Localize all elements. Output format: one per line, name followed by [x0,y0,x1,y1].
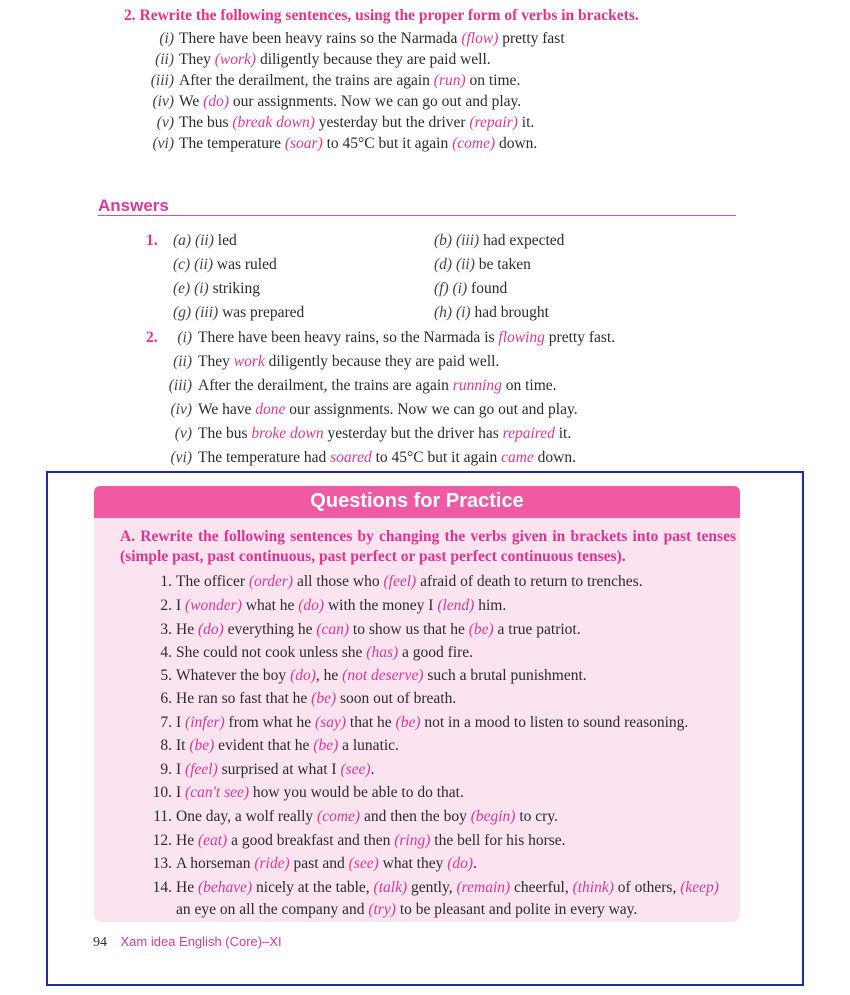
item-numeral: (iii) [150,72,174,89]
answer-2-item [166,376,557,396]
answer-2-item [166,448,576,468]
sentence-text: The officer [176,573,249,590]
sentence-text: what he [241,597,299,614]
sentence-text: diligently because they are paid well. [264,353,500,370]
answer-1-item [173,255,277,275]
practice-section-a-instruction: A. Rewrite the following sentences by changing the verbs given in brackets into past tenses (simple past, past continuous, past perfect or past perfect continuous tenses). [120,528,736,565]
answer-1-item [173,231,237,251]
verb-blank: (feel) [185,761,218,778]
verb-blank: (think) [572,879,614,896]
verb-blank: (wonder) [185,597,242,614]
answer-text: be taken [474,256,531,273]
verb-blank: (try) [368,901,396,918]
item-numeral: (i) [177,329,192,346]
verb-blank: (not deserve) [342,667,424,684]
answer-text: was ruled [213,256,277,273]
sentence-text: our assignments. Now we can go out and play. [285,401,578,418]
verb-blank: (break down) [232,114,315,131]
sentence-text: It [176,737,190,754]
verb-blank: (be) [468,621,494,638]
page-footer [93,934,282,951]
practice-item [146,643,746,663]
question-2-title: 2. Rewrite the following sentences, using the proper form of verbs in brackets. [124,7,639,24]
sentence-text: from what he [224,714,316,731]
verb-blank: (see) [348,855,379,872]
verb-blank: (do) [203,93,229,110]
answer-1-item [173,303,304,323]
sentence-text: We [179,93,204,110]
answer-letter: (f) [434,280,449,297]
item-number: 3. [160,621,172,638]
answer-1-item [434,231,564,251]
practice-item [146,713,746,733]
sentence-text: that he [346,714,396,731]
answer-letter: (h) [434,304,453,321]
item-numeral: (ii) [173,353,192,370]
verb-blank: (come) [317,808,361,825]
sentence-text: . [473,855,477,872]
item-numeral: (iv) [170,401,192,418]
verb-blank: (lend) [437,597,475,614]
sentence-text: diligently because they are paid well. [256,51,491,68]
answer-2-label: 2. [146,329,158,346]
answer-1-item [173,279,260,299]
sentence-text: The bus [198,425,252,442]
sentence-text: He [176,879,198,896]
sentence-text: him. [474,597,507,614]
item-number: 10. [152,784,172,801]
sentence-text: He ran so fast that he [176,690,312,707]
verb-blank: repaired [502,425,555,442]
page-number: 94 [93,935,107,950]
sentence-text: There have been heavy rains so the Narmada [179,30,462,47]
question-2-item [146,50,491,70]
verb-blank: (do) [447,855,474,872]
item-numeral: (i) [159,30,174,47]
answer-numeral: (i) [452,280,468,297]
sentence-text: the bell for his horse. [430,832,566,849]
verb-blank: soared [330,449,372,466]
sentence-text: to be pleasant and polite in every way. [395,901,638,918]
answer-numeral: (ii) [194,256,214,273]
item-number: 5. [160,667,172,684]
answers-heading: Answers [98,196,169,215]
verb-blank: done [255,401,286,418]
item-number: 8. [160,737,172,754]
verb-blank: (do) [290,667,316,684]
sentence-text: down. [495,135,538,152]
sentence-text: with the money I [324,597,438,614]
answer-numeral: (iii) [455,232,480,249]
sentence-text: afraid of death to return to trenches. [416,573,643,590]
question-2-item [146,71,520,91]
verb-blank: (ride) [254,855,290,872]
question-2-item [146,29,565,49]
item-number: 2. [160,597,172,614]
verb-blank: (do) [197,621,224,638]
item-number: 4. [160,644,172,661]
practice-item [146,760,746,780]
sentence-text: not in a mood to listen to sound reasoning. [420,714,689,731]
item-numeral: (ii) [155,51,174,68]
answer-numeral: (i) [194,280,209,297]
verb-blank: (remain) [456,879,511,896]
sentence-text: yesterday but the driver [314,114,470,131]
practice-item [146,620,746,640]
item-number: 12. [152,832,172,849]
item-numeral: (vi) [170,449,192,466]
answer-letter: (e) [173,280,191,297]
sentence-text: pretty fast. [544,329,616,346]
sentence-text: The temperature had [198,449,331,466]
sentence-text: cheerful, [510,879,573,896]
answer-1-label: 1. [146,232,158,249]
sentence-text: soon out of breath. [336,690,457,707]
item-numeral: (vi) [152,135,174,152]
verb-blank: (be) [313,737,339,754]
sentence-text: nicely at the table, [252,879,374,896]
sentence-text: to cry. [515,808,558,825]
verb-blank: (see) [340,761,371,778]
answer-letter: (a) [173,232,192,249]
sentence-text: A horseman [176,855,255,872]
book-title: Xam idea English (Core)–XI [120,934,282,949]
practice-item [146,900,746,920]
answer-1-item [434,255,531,275]
verb-blank: flowing [498,329,545,346]
sentence-text: such a brutal punishment. [423,667,587,684]
verb-blank: (infer) [185,714,225,731]
sentence-text: it. [554,425,572,442]
answer-text: had expected [479,232,565,249]
answer-numeral: (iii) [194,304,219,321]
sentence-text: I [176,761,186,778]
verb-blank: (ring) [394,832,431,849]
sentence-text: There have been heavy rains, so the Narmada is [198,329,499,346]
verb-blank: (run) [433,72,466,89]
answer-text: was prepared [218,304,305,321]
item-number: 9. [160,761,172,778]
verb-blank: (talk) [373,879,408,896]
sentence-text: Whatever the boy [176,667,291,684]
question-2-item [146,134,537,154]
sentence-text: a good fire. [398,644,474,661]
practice-title: Questions for Practice [310,490,524,512]
item-numeral: (iii) [168,377,192,394]
sentence-text: to 45°C but it again [371,449,502,466]
sentence-text: pretty fast [498,30,565,47]
sentence-text: One day, a wolf really [176,808,318,825]
sentence-text: The bus [179,114,233,131]
sentence-text: our assignments. Now we can go out and play. [228,93,522,110]
practice-item [146,878,746,898]
sentence-text: how you would be able to do that. [249,784,464,801]
verb-blank: running [452,377,502,394]
verb-blank: (begin) [470,808,516,825]
sentence-text: I [176,597,186,614]
sentence-text: After the derailment, the trains are again [179,72,434,89]
sentence-text: on time. [465,72,521,89]
answer-numeral: (ii) [194,232,214,249]
practice-item [146,596,746,616]
answer-numeral: (ii) [455,256,475,273]
sentence-text: past and [289,855,349,872]
item-numeral: (v) [156,114,174,131]
practice-item [146,831,746,851]
verb-blank: (repair) [469,114,518,131]
item-number: 11. [153,808,172,825]
answer-letter: (d) [434,256,453,273]
sentence-text: evident that he [214,737,314,754]
sentence-text: all those who [293,573,384,590]
sentence-text: it. [517,114,535,131]
practice-item [146,666,746,686]
item-numeral: (iv) [152,93,174,110]
sentence-text: I [176,714,186,731]
verb-blank: (can't see) [185,784,250,801]
verb-blank: (can) [316,621,350,638]
sentence-text: He [176,621,198,638]
verb-blank: (do) [298,597,325,614]
answer-2-item [166,424,571,444]
sentence-text: She could not cook unless she [176,644,367,661]
verb-blank: (eat) [197,832,228,849]
answers-divider [98,215,736,216]
answer-text: had brought [470,304,549,321]
answer-2-item [166,328,615,348]
practice-item [146,689,746,709]
question-2-item [146,113,534,133]
verb-blank: (come) [452,135,496,152]
item-number: 6. [160,690,172,707]
answer-letter: (c) [173,256,191,273]
practice-item [146,736,746,756]
sentence-text: yesterday but the driver has [323,425,503,442]
item-number: 7. [160,714,172,731]
verb-blank: (say) [315,714,347,731]
answer-2-item [166,400,578,420]
sentence-text: on time. [501,377,557,394]
sentence-text: to show us that he [349,621,469,638]
sentence-text: They [198,353,234,370]
verb-blank: broke down [251,425,324,442]
sentence-text: and then the boy [360,808,471,825]
verb-blank: (order) [248,573,294,590]
sentence-text: We have [198,401,256,418]
sentence-text: surprised at what I [217,761,341,778]
verb-blank: work [233,353,265,370]
item-number: 14. [152,879,172,896]
question-2-item [146,92,521,112]
answer-numeral: (i) [455,304,471,321]
verb-blank: (keep) [680,879,719,896]
sentence-text: to 45°C but it again [322,135,453,152]
verb-blank: (has) [366,644,399,661]
practice-item [146,807,746,827]
sentence-text: After the derailment, the trains are again [198,377,453,394]
sentence-text: , he [315,667,343,684]
sentence-text: a good breakfast and then [227,832,395,849]
sentence-text: He [176,832,198,849]
verb-blank: (feel) [383,573,417,590]
sentence-text: an eye on all the company and [176,901,369,918]
sentence-text: gently, [407,879,457,896]
verb-blank: came [501,449,534,466]
item-number: 1. [160,573,172,590]
verb-blank: (behave) [197,879,253,896]
sentence-text: down. [533,449,576,466]
answer-text: found [467,280,508,297]
verb-blank: (be) [395,714,421,731]
answer-letter: (b) [434,232,453,249]
sentence-text: . [370,761,375,778]
sentence-text: of others, [613,879,681,896]
item-numeral: (v) [174,425,192,442]
sentence-text: what they [378,855,448,872]
sentence-text: The temperature [179,135,285,152]
answer-2-item [166,352,499,372]
sentence-text: I [176,784,186,801]
sentence-text: everything he [223,621,317,638]
sentence-text: They [179,51,215,68]
practice-item [146,783,746,803]
verb-blank: (soar) [284,135,323,152]
practice-item [146,854,746,874]
answer-1-item [434,279,507,299]
answer-text: striking [208,280,260,297]
verb-blank: (work) [214,51,257,68]
verb-blank: (be) [311,690,337,707]
item-number: 13. [152,855,172,872]
answer-letter: (g) [173,304,192,321]
verb-blank: (flow) [461,30,499,47]
answer-text: led [213,232,237,249]
sentence-text: a true patriot. [493,621,581,638]
practice-item [146,572,746,592]
verb-blank: (be) [189,737,215,754]
answer-1-item [434,303,549,323]
sentence-text: a lunatic. [338,737,399,754]
